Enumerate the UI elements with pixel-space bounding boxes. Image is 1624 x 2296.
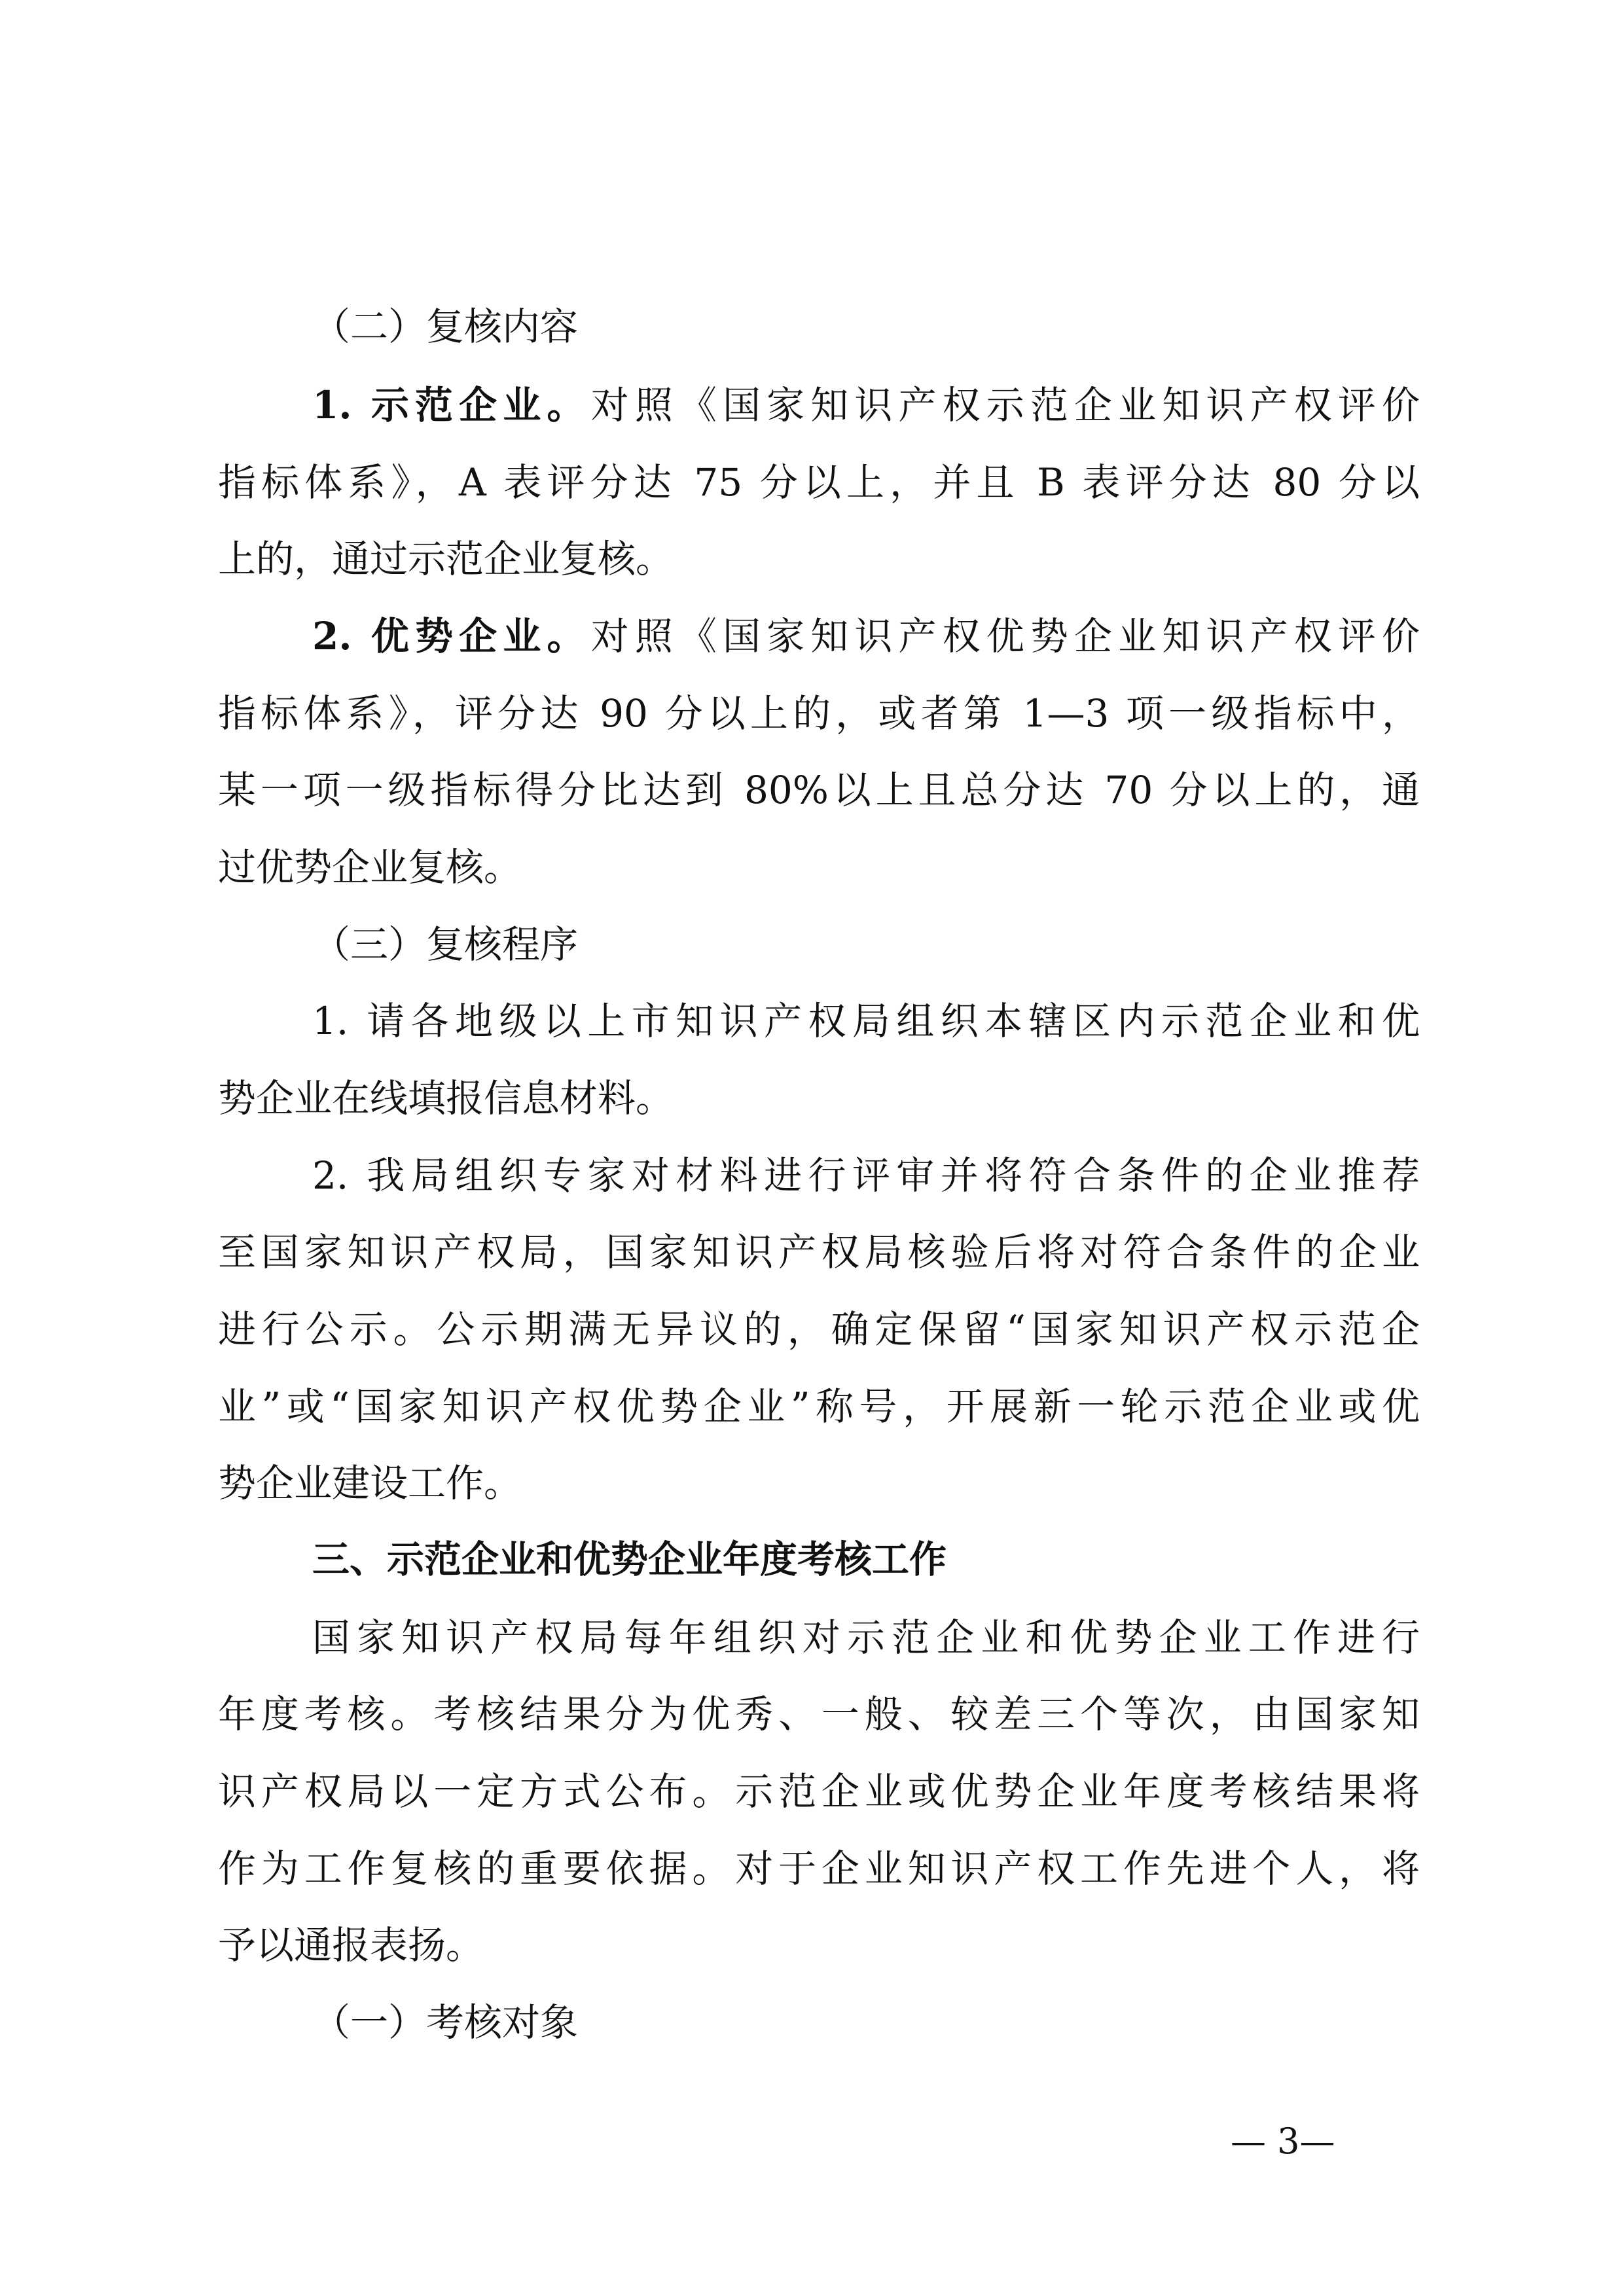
assessment-para-line1: 国家知识产权局每年组织对示范企业和优势企业工作进行 [312, 1615, 1420, 1660]
item-advantage-enterprise-line2: 指标体系》，评分达 90 分以上的，或者第 1—3 项一级指标中， [218, 691, 1420, 736]
procedure-step1-line2: 势企业在线填报信息材料。 [218, 1076, 674, 1121]
item-label-advantage-enterprise: 2. 优势企业。 [312, 614, 591, 658]
subsection-heading-review-procedure: （三）复核程序 [312, 922, 579, 967]
procedure-step2-line2: 至国家知识产权局，国家知识产权局核验后将对符合条件的企业 [218, 1230, 1420, 1274]
assessment-para-line4: 作为工作复核的重要依据。对于企业知识产权工作先进个人，将 [218, 1846, 1420, 1891]
item-demo-enterprise-line2: 指标体系》，A 表评分达 75 分以上，并且 B 表评分达 80 分以 [218, 460, 1420, 505]
procedure-step2-line3: 进行公示。公示期满无异议的，确定保留“国家知识产权示范企 [218, 1307, 1420, 1352]
section-heading-annual-assessment: 三、示范企业和优势企业年度考核工作 [312, 1538, 947, 1581]
assessment-para-line5: 予以通报表扬。 [218, 1923, 484, 1967]
item-advantage-enterprise-line3: 某一项一级指标得分比达到 80%以上且总分达 70 分以上的，通 [218, 768, 1420, 812]
assessment-para-line2: 年度考核。考核结果分为优秀、一般、较差三个等次，由国家知 [218, 1692, 1420, 1736]
procedure-step2-line4: 业”或“国家知识产权优势企业”称号，开展新一轮示范企业或优 [218, 1384, 1420, 1429]
item-advantage-enterprise-line1: 2. 优势企业。对照《国家知识产权优势企业知识产权评价 [312, 614, 1420, 658]
page-number: — 3— [1231, 2121, 1335, 2162]
procedure-step2-line5: 势企业建设工作。 [218, 1461, 522, 1505]
item-demo-enterprise-line3: 上的，通过示范企业复核。 [218, 537, 674, 581]
procedure-step2-line1: 2. 我局组织专家对材料进行评审并将符合条件的企业推荐 [312, 1153, 1420, 1198]
item-demo-enterprise-line1: 1. 示范企业。对照《国家知识产权示范企业知识产权评价 [312, 383, 1420, 427]
subsection-heading-assessment-targets: （一）考核对象 [312, 2000, 579, 2045]
item-advantage-enterprise-line4: 过优势企业复核。 [218, 845, 522, 889]
item-label-demo-enterprise: 1. 示范企业。 [312, 383, 591, 427]
subsection-heading-review-content: （二）复核内容 [312, 304, 579, 349]
assessment-para-line3: 识产权局以一定方式公布。示范企业或优势企业年度考核结果将 [218, 1769, 1420, 1814]
procedure-step1-line1: 1. 请各地级以上市知识产权局组织本辖区内示范企业和优 [312, 999, 1420, 1043]
